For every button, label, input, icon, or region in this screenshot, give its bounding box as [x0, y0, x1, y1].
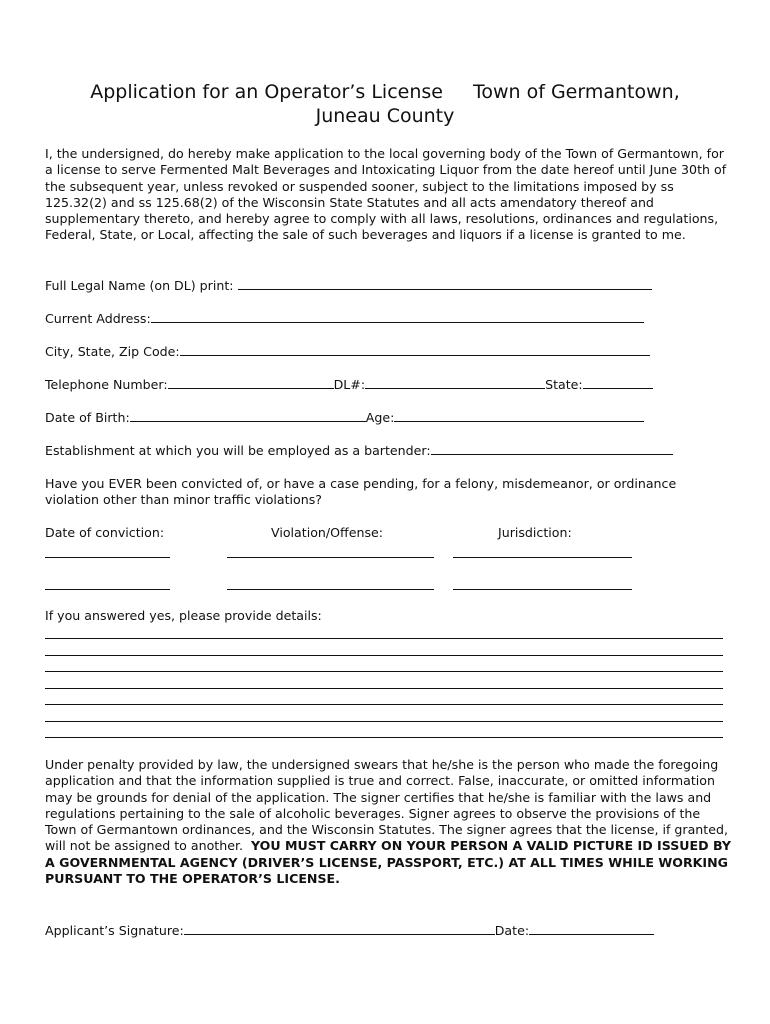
title-county: Juneau County [315, 105, 455, 127]
establishment-row [45, 443, 673, 459]
full-name-label: Full Legal Name (on DL) print: [45, 278, 234, 293]
id-requirement-notice: YOU MUST CARRY ON YOUR PERSON A VALID PICTURE ID ISSUED BY A GOVERNMENTAL AGENCY (DRIVER’S LICENSE, PASSPORT, ETC.) AT ALL TIMES WHILE WORKING PURSUANT TO THE OPERATOR’S LICENSE. [45, 838, 731, 887]
city-state-zip-label: City, State, Zip Code: [45, 344, 180, 359]
dob-row [45, 410, 644, 426]
details-line-1[interactable] [45, 638, 723, 639]
state-field[interactable] [583, 377, 653, 389]
signature-row [45, 923, 654, 939]
jurisdiction-header: Jurisdiction: [498, 525, 572, 540]
address-label: Current Address: [45, 311, 151, 326]
age-field[interactable] [394, 410, 644, 422]
address-field[interactable] [151, 311, 644, 323]
intro-paragraph: I, the undersigned, do hereby make application to the local governing body of the Town of Germantown, for a license to serve Fermented Malt Beverages and Intoxicating Liquor from the date hereof until June 30th of the subsequent year, unless revoked or suspended sooner, subject to the limitations imposed by ss 125.32(2) and ss 125.68(2) of the Wisconsin State Statutes and all acts amendatory thereof and supplementary thereto, and hereby agree to comply with all laws, resolutions, ordinances and regulations, Federal, State, or Local, affecting the sale of such beverages and liquors if a license is granted to me. [45, 146, 727, 243]
full-name-row [45, 278, 652, 294]
violation-field-2[interactable] [227, 589, 434, 590]
signature-date-label: Date: [494, 923, 530, 938]
signature-field[interactable] [184, 923, 495, 935]
title-town: Town of Germantown, [472, 81, 680, 103]
dl-field[interactable] [365, 377, 545, 389]
penalty-paragraph [45, 757, 735, 887]
city-state-zip-row [45, 344, 650, 360]
details-line-7[interactable] [45, 737, 723, 738]
conviction-date-field-1[interactable] [45, 557, 170, 558]
telephone-label: Telephone Number: [45, 377, 168, 392]
state-label: State: [545, 377, 583, 392]
conviction-date-field-2[interactable] [45, 589, 170, 590]
form-title [0, 80, 770, 128]
telephone-field[interactable] [168, 377, 334, 389]
dob-field[interactable] [130, 410, 366, 422]
dob-label: Date of Birth: [45, 410, 130, 425]
conviction-question: Have you EVER been convicted of, or have a case pending, for a felony, misdemeanor, or ordinance violation other than minor traffic violations? [45, 476, 677, 508]
address-row [45, 311, 644, 327]
conviction-date-header: Date of conviction: [45, 525, 165, 540]
details-line-5[interactable] [45, 704, 723, 705]
details-line-6[interactable] [45, 721, 723, 722]
details-line-4[interactable] [45, 688, 723, 689]
establishment-field[interactable] [431, 443, 673, 455]
title-line-1 [0, 80, 770, 104]
dl-label: DL#: [333, 377, 366, 392]
city-state-zip-field[interactable] [180, 344, 650, 356]
details-line-2[interactable] [45, 655, 723, 656]
full-name-field[interactable] [238, 278, 652, 290]
jurisdiction-field-1[interactable] [453, 557, 632, 558]
establishment-label: Establishment at which you will be employed as a bartender: [45, 443, 431, 458]
violation-header: Violation/Offense: [271, 525, 383, 540]
details-label: If you answered yes, please provide details: [45, 608, 322, 623]
telephone-row [45, 377, 653, 393]
title-license: Application for an Operator’s License [90, 81, 443, 103]
signature-date-field[interactable] [529, 923, 654, 935]
signature-label: Applicant’s Signature: [45, 923, 184, 938]
age-label: Age: [365, 410, 395, 425]
violation-field-1[interactable] [227, 557, 434, 558]
jurisdiction-field-2[interactable] [453, 589, 632, 590]
penalty-text: Under penalty provided by law, the undersigned swears that he/she is the person who made the foregoing application and that the information supplied is true and correct. False, inaccurate, or omitted information may be grounds for denial of the application. The signer certifies that he/she is familiar with the laws and regulations pertaining to the sale of alcoholic beverages. Signer agrees to observe the provisions of the Town of Germantown ordinances, and the Wisconsin Statutes. The signer agrees that the license, if granted, will not be assigned to another. [45, 757, 728, 854]
details-line-3[interactable] [45, 671, 723, 672]
